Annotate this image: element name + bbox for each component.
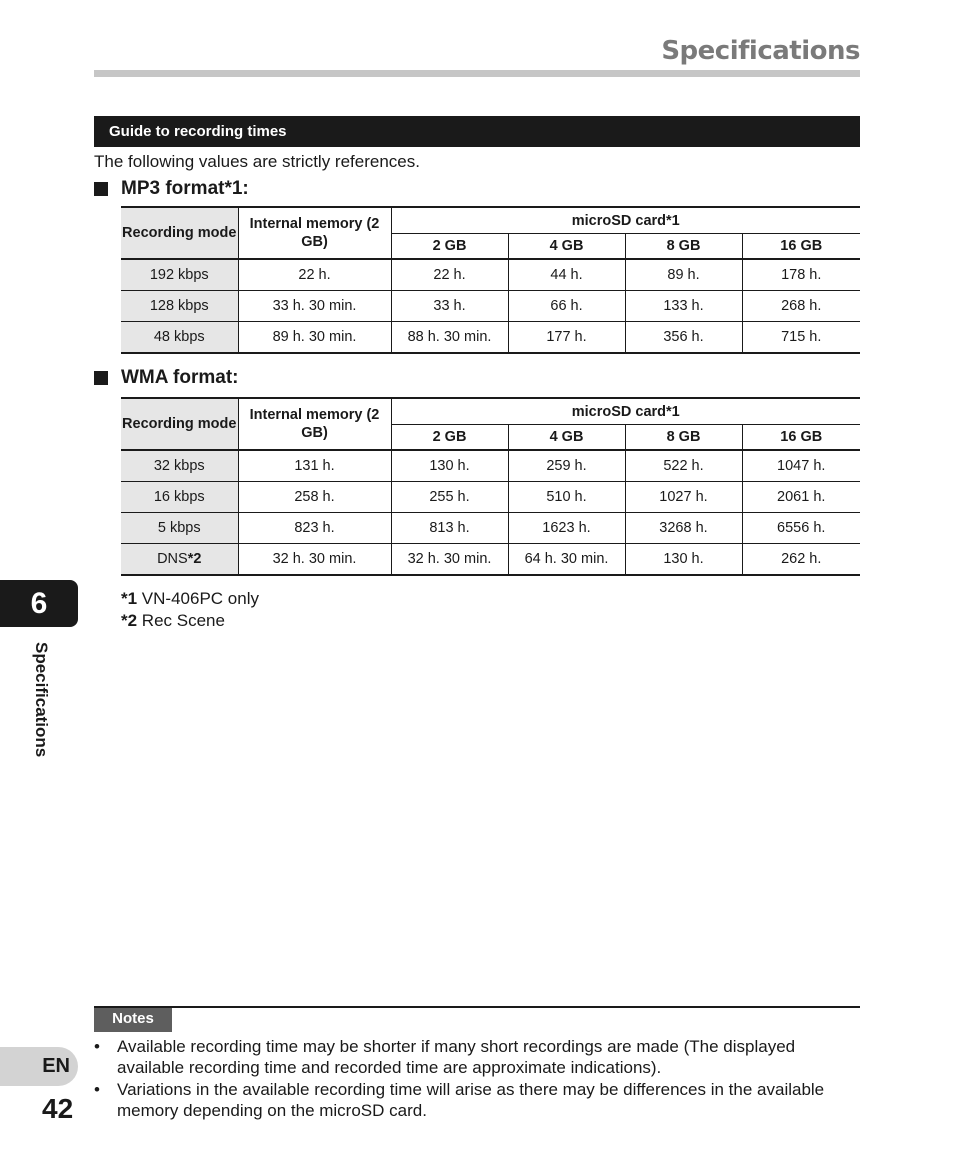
time-cell: 33 h. — [391, 291, 508, 322]
time-cell: 22 h. — [238, 259, 391, 291]
footnotes — [121, 588, 259, 632]
wma-heading — [94, 367, 239, 389]
mp3-heading-text: MP3 format*1: — [121, 178, 249, 199]
memory-header: Internal memory (2 GB) — [238, 398, 391, 450]
footnote-mark: *1 — [121, 589, 138, 608]
time-cell: 66 h. — [508, 291, 625, 322]
time-cell: 177 h. — [508, 322, 625, 354]
mode-cell: 5 kbps — [121, 513, 238, 544]
time-cell: 44 h. — [508, 259, 625, 291]
footnote-mark: *2 — [121, 611, 138, 630]
footnote — [121, 610, 259, 632]
capacity-header: 16 GB — [742, 425, 860, 451]
table-row — [121, 544, 860, 576]
wma-table — [121, 397, 860, 576]
time-cell: 510 h. — [508, 482, 625, 513]
capacity-header: 16 GB — [742, 234, 860, 260]
capacity-header: 8 GB — [625, 234, 742, 260]
table-row — [121, 322, 860, 354]
mode-cell: 32 kbps — [121, 450, 238, 482]
section-heading: Guide to recording times — [94, 116, 860, 147]
time-cell: 258 h. — [238, 482, 391, 513]
mode-cell: 48 kbps — [121, 322, 238, 354]
time-cell: 268 h. — [742, 291, 860, 322]
time-cell: 178 h. — [742, 259, 860, 291]
time-cell: 88 h. 30 min. — [391, 322, 508, 354]
square-bullet-icon — [94, 182, 108, 196]
time-cell: 1027 h. — [625, 482, 742, 513]
time-cell: 255 h. — [391, 482, 508, 513]
intro-text: The following values are strictly references. — [94, 152, 420, 171]
title-rule — [94, 70, 860, 77]
capacity-header: 4 GB — [508, 425, 625, 451]
time-cell: 32 h. 30 min. — [391, 544, 508, 576]
memory-header: Internal memory (2 GB) — [238, 207, 391, 259]
time-cell: 89 h. 30 min. — [238, 322, 391, 354]
footnote — [121, 588, 259, 610]
time-cell: 1047 h. — [742, 450, 860, 482]
sd-header: microSD card*1 — [391, 398, 860, 425]
capacity-header: 8 GB — [625, 425, 742, 451]
mode-cell: 16 kbps — [121, 482, 238, 513]
time-cell: 133 h. — [625, 291, 742, 322]
notes-label: Notes — [94, 1008, 172, 1032]
time-cell: 813 h. — [391, 513, 508, 544]
footnote-text: VN-406PC only — [137, 589, 259, 608]
chapter-number-tab: 6 — [0, 580, 78, 627]
time-cell: 33 h. 30 min. — [238, 291, 391, 322]
table-row — [121, 513, 860, 544]
table-row — [121, 482, 860, 513]
mode-cell — [121, 544, 238, 576]
time-cell: 259 h. — [508, 450, 625, 482]
time-cell: 32 h. 30 min. — [238, 544, 391, 576]
mode-header: Recording mode — [121, 207, 238, 259]
time-cell: 6556 h. — [742, 513, 860, 544]
page-title: Specifications — [661, 36, 860, 66]
time-cell: 356 h. — [625, 322, 742, 354]
time-cell: 1623 h. — [508, 513, 625, 544]
mode-cell-text: DNS — [157, 551, 188, 567]
mp3-table — [121, 206, 860, 354]
capacity-header: 2 GB — [391, 425, 508, 451]
footnote-mark: *2 — [187, 551, 202, 567]
time-cell: 3268 h. — [625, 513, 742, 544]
language-tab: EN — [0, 1047, 78, 1086]
time-cell: 522 h. — [625, 450, 742, 482]
list-item: • Variations in the available recording time will arise as there may be differences in the available memory depending on the microSD card. — [94, 1079, 860, 1121]
time-cell: 22 h. — [391, 259, 508, 291]
mode-cell: 192 kbps — [121, 259, 238, 291]
time-cell: 823 h. — [238, 513, 391, 544]
mp3-heading — [94, 178, 249, 200]
time-cell: 2061 h. — [742, 482, 860, 513]
time-cell: 715 h. — [742, 322, 860, 354]
time-cell: 130 h. — [625, 544, 742, 576]
capacity-header: 4 GB — [508, 234, 625, 260]
notes-list — [94, 1036, 860, 1122]
notes-rule — [94, 1006, 860, 1008]
capacity-header: 2 GB — [391, 234, 508, 260]
table-row — [121, 259, 860, 291]
footnote-text: Rec Scene — [137, 611, 225, 630]
table-row — [121, 450, 860, 482]
chapter-side-label: Specifications — [32, 642, 51, 758]
table-row — [121, 291, 860, 322]
time-cell: 262 h. — [742, 544, 860, 576]
time-cell: 64 h. 30 min. — [508, 544, 625, 576]
mode-header: Recording mode — [121, 398, 238, 450]
time-cell: 131 h. — [238, 450, 391, 482]
mode-cell: 128 kbps — [121, 291, 238, 322]
sd-header: microSD card*1 — [391, 207, 860, 234]
square-bullet-icon — [94, 371, 108, 385]
time-cell: 130 h. — [391, 450, 508, 482]
time-cell: 89 h. — [625, 259, 742, 291]
wma-heading-text: WMA format: — [121, 367, 239, 388]
page-number: 42 — [42, 1093, 74, 1124]
list-item: • Available recording time may be shorter if many short recordings are made (The displayed available recording time and recorded time are approximate indications). — [94, 1036, 860, 1078]
